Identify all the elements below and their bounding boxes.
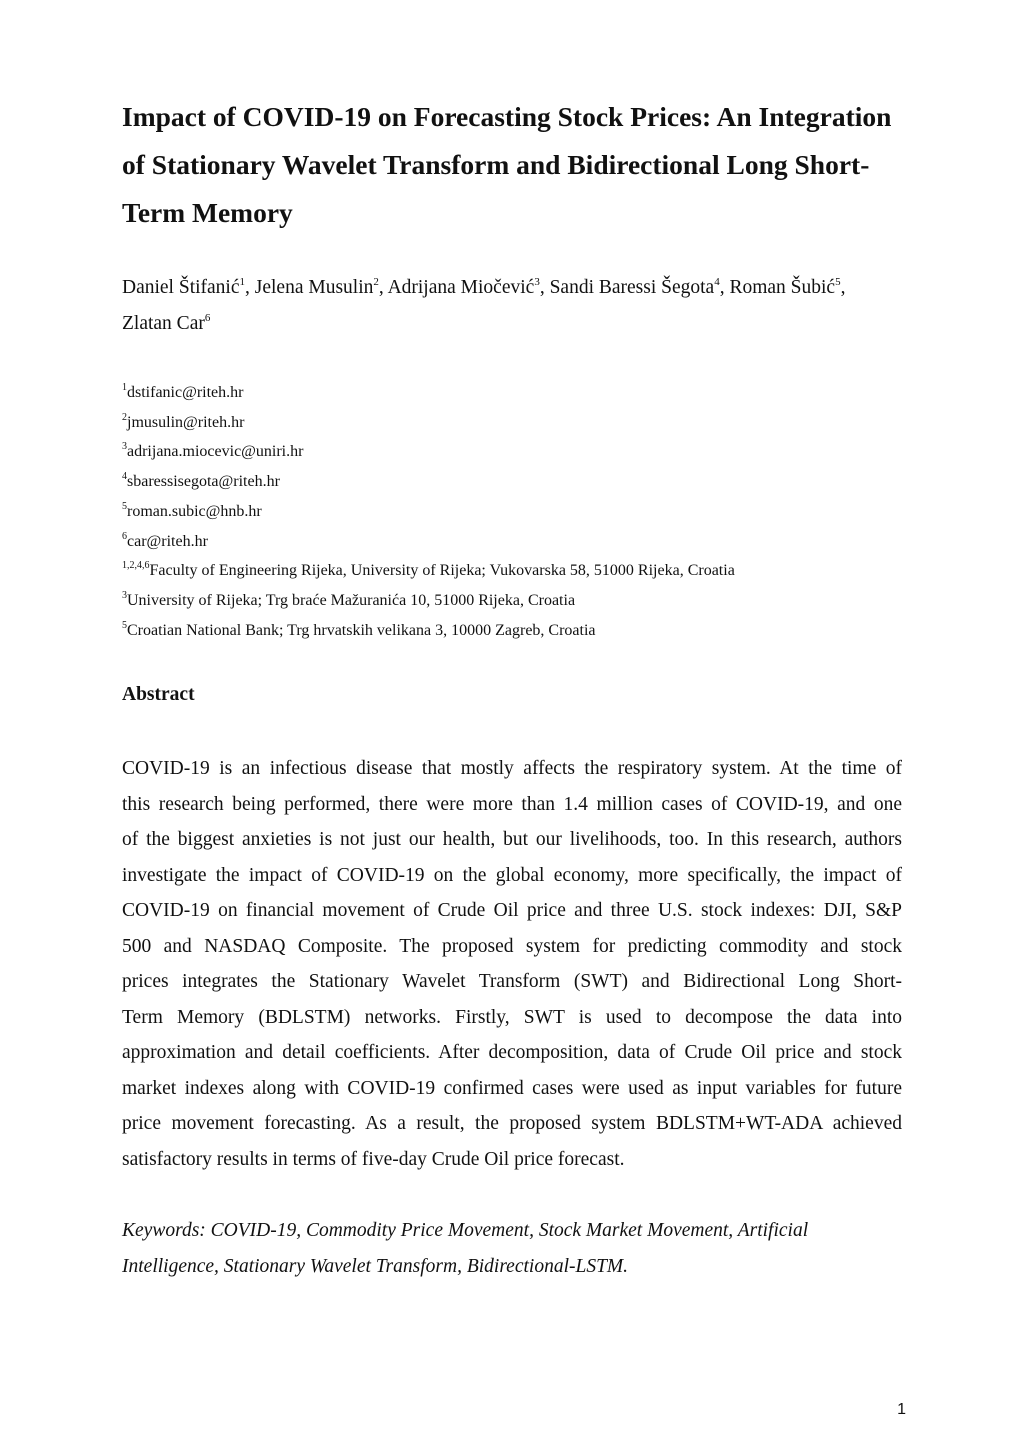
affiliation-row [122, 556, 942, 586]
author-sup: 6 [204, 312, 211, 324]
email-address: jmusulin@riteh.hr [127, 413, 245, 431]
author-name: Zlatan Car [122, 313, 205, 334]
email-address: adrijana.miocevic@uniri.hr [127, 443, 304, 461]
author-separator: , [840, 277, 846, 298]
title-line: Term Memory [122, 197, 293, 228]
author-sup: 5 [835, 276, 841, 288]
email-row [122, 497, 942, 527]
keywords-line: Intelligence, Stationary Wavelet Transform, Bidirectional-LSTM. [122, 1256, 629, 1277]
email-sup: 4 [122, 471, 127, 483]
abstract-line: 500 and NASDAQ Composite. The proposed system for predicting commodity and stock [122, 935, 902, 957]
abstract-line: investigate the impact of COVID-19 on the global economy, more specifically, the impact of [122, 864, 902, 886]
author-line [122, 306, 922, 342]
email-address: roman.subic@hnb.hr [127, 502, 262, 520]
email-address: car@riteh.hr [127, 532, 208, 550]
page-number: 1 [897, 1401, 906, 1418]
affiliation-row [122, 586, 942, 616]
affiliation-sup: 5 [122, 619, 127, 631]
email-sup: 2 [122, 411, 127, 423]
author-name: Daniel Štifanić [122, 277, 240, 298]
author-list [122, 270, 922, 342]
author-separator: , [539, 277, 550, 298]
author-line [122, 270, 922, 306]
author-name: Adrijana Miočević [387, 277, 535, 298]
abstract-line: market indexes along with COVID-19 confirmed cases were used as input variables for future [122, 1077, 902, 1099]
author-sup: 2 [373, 276, 379, 288]
author-separator: , [245, 277, 255, 298]
affiliation-text: Faculty of Engineering Rijeka, University of Rijeka; Vukovarska 58, 51000 Rijeka, Croatia [149, 562, 735, 580]
abstract-line: COVID-19 is an infectious disease that mostly affects the respiratory system. At the time of [122, 758, 902, 779]
email-sup: 6 [122, 530, 127, 542]
abstract-line: prices integrates the Stationary Wavelet Transform (SWT) and Bidirectional Long Short- [122, 971, 902, 992]
contact-affiliation-block [122, 378, 942, 645]
author-name: Roman Šubić [729, 277, 836, 298]
email-sup: 5 [122, 500, 127, 512]
author-name: Sandi Baressi Šegota [549, 277, 715, 298]
affiliation-text: University of Rijeka; Trg braće Mažuranića 10, 51000 Rijeka, Croatia [127, 591, 576, 609]
author-separator: , [719, 277, 730, 298]
abstract-line: this research being performed, there were more than 1.4 million cases of COVID-19, and one [122, 793, 902, 815]
email-row [122, 378, 942, 408]
abstract-heading: Abstract [122, 684, 195, 705]
email-row [122, 437, 942, 467]
abstract-line: price movement forecasting. As a result, the proposed system BDLSTM+WT-ADA achieved [122, 1113, 902, 1134]
affiliation-sup: 1,2,4,6 [122, 560, 150, 572]
affiliation-row [122, 616, 942, 646]
abstract-line: satisfactory results in terms of five-day Crude Oil price forecast. [122, 1148, 625, 1170]
abstract-line: of the biggest anxieties is not just our health, but our livelihoods, too. In this research, authors [122, 829, 902, 850]
email-address: sbaressisegota@riteh.hr [127, 473, 280, 491]
title-line: of Stationary Wavelet Transform and Bidirectional Long Short- [122, 149, 870, 180]
keywords-line: Keywords: COVID-19, Commodity Price Movement, Stock Market Movement, Artificial [122, 1220, 809, 1241]
abstract-line: COVID-19 on financial movement of Crude Oil price and three U.S. stock indexes: DJI, S&P [122, 900, 902, 921]
author-name: Jelena Musulin [254, 277, 374, 298]
email-address: dstifanic@riteh.hr [127, 384, 244, 401]
author-sup: 3 [534, 276, 540, 288]
abstract-body [122, 751, 902, 1177]
abstract-line: Term Memory (BDLSTM) networks. Firstly, SWT is used to decompose the data into [122, 1006, 902, 1028]
email-row [122, 467, 942, 497]
affiliation-sup: 3 [122, 589, 127, 601]
email-row [122, 527, 942, 557]
abstract-line: approximation and detail coefficients. After decomposition, data of Crude Oil price and stock [122, 1042, 902, 1063]
email-row [122, 408, 942, 438]
email-sup: 3 [122, 441, 127, 453]
author-sup: 1 [239, 276, 246, 288]
author-separator: , [378, 277, 388, 298]
title-line: Impact of COVID-19 on Forecasting Stock Prices: An Integration [122, 101, 892, 132]
affiliation-text: Croatian National Bank; Trg hrvatskih velikana 3, 10000 Zagreb, Croatia [127, 621, 596, 639]
keywords [122, 1213, 902, 1285]
email-sup: 1 [122, 382, 127, 393]
author-sup: 4 [714, 276, 720, 288]
paper-title [122, 93, 912, 237]
